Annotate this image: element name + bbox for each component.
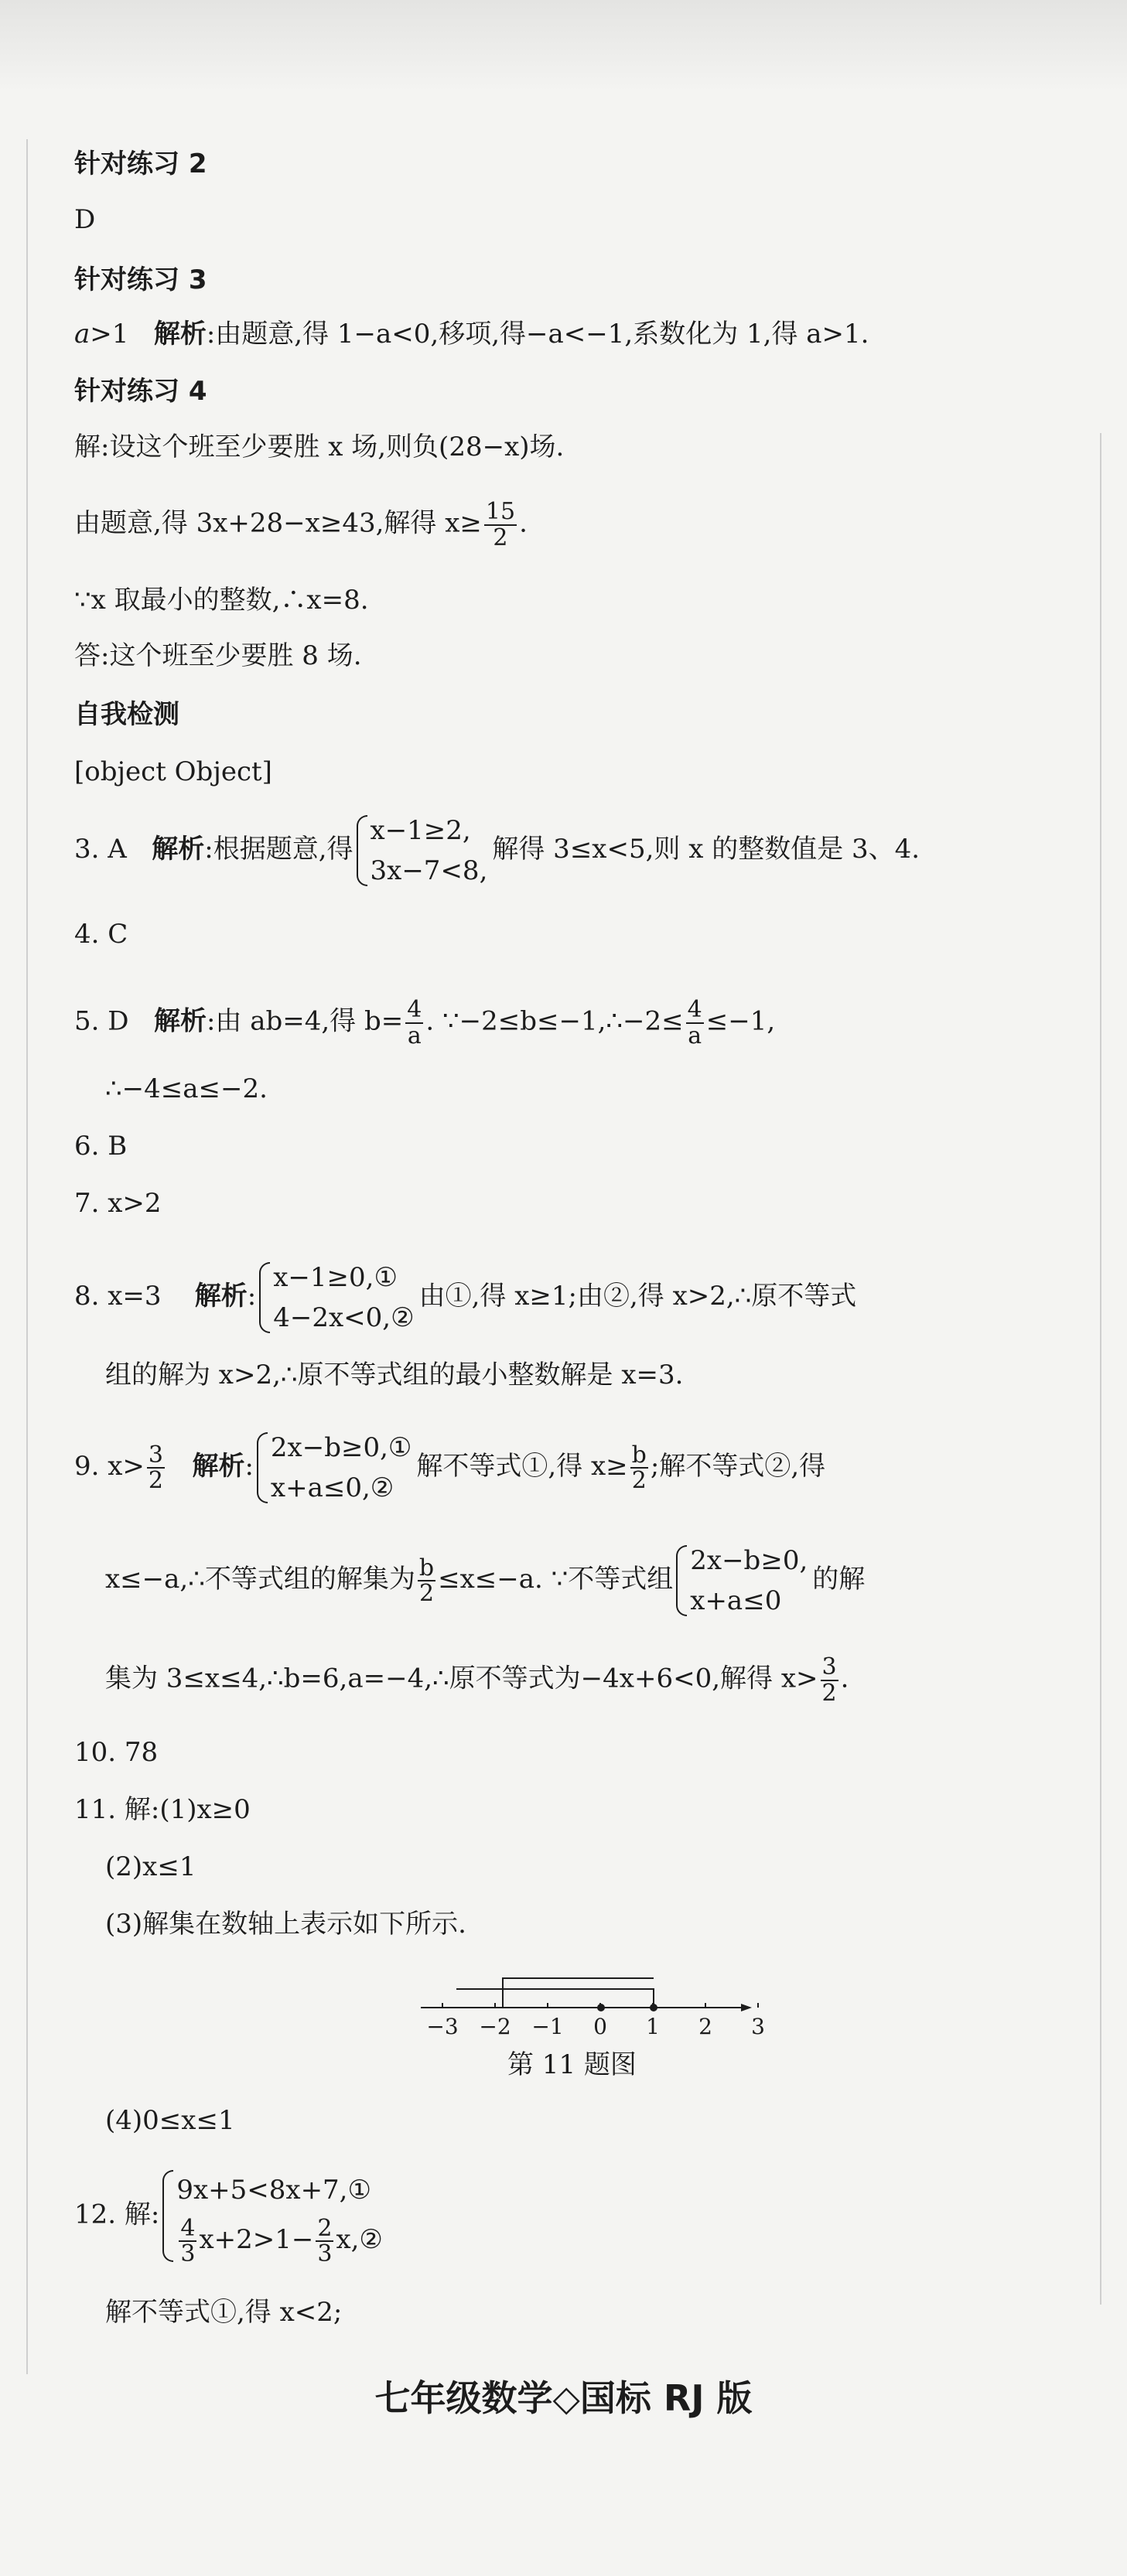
- q8-system: [256, 1257, 414, 1338]
- fraction-denominator: a: [407, 1022, 422, 1049]
- practice2-answer: D: [74, 204, 96, 235]
- fraction-numerator: 3: [821, 1653, 837, 1680]
- fraction-numerator: 4: [180, 2214, 196, 2242]
- q8-system-line1: x−1≥0,①: [273, 1262, 398, 1293]
- q6-answer: 6. B: [74, 1131, 128, 1162]
- number-line-tick-label: 1: [646, 2014, 660, 2039]
- q8-system-line2: 4−2x<0,②: [273, 1302, 415, 1333]
- fraction: [686, 998, 704, 1048]
- practice4-title: 针对练习 4: [74, 376, 207, 407]
- q1-2-answers: [object Object]: [74, 756, 272, 787]
- q9-head: 9. x>: [74, 1451, 145, 1482]
- q3-head: 3. A: [74, 834, 127, 865]
- practice4-line1: 解:设这个班至少要胜 x 场,则负(28−x)场.: [74, 432, 565, 462]
- fraction: [147, 1443, 165, 1493]
- q5-line2: ∴−4≤a≤−2.: [105, 1073, 268, 1104]
- fraction: [405, 998, 423, 1048]
- solution-bracket-left: [503, 1978, 654, 2008]
- q9-line3-end: .: [840, 1663, 849, 1694]
- q9-line2-system: [673, 1540, 808, 1621]
- q11-line1: 11. 解:(1)x≥0: [74, 1794, 251, 1825]
- q9-post-a: 解不等式①,得 x≥: [416, 1451, 628, 1482]
- number-line-figure: [418, 1970, 765, 2040]
- practice3-var: a: [74, 319, 91, 350]
- fraction: [179, 2216, 196, 2267]
- q5-text-c: ≤−1,: [705, 1005, 776, 1037]
- q9-label: 解析: [192, 1451, 245, 1482]
- fraction-denominator: a: [688, 1022, 702, 1049]
- q12-head: 12. 解:: [74, 2199, 160, 2230]
- q9-line2-system-line2: x+a≤0: [690, 1585, 782, 1616]
- q9-post-b: ;解不等式②,得: [650, 1451, 826, 1482]
- number-line-svg: [418, 1970, 765, 2040]
- practice4-line3: ∵x 取最小的整数,∴x=8.: [74, 585, 369, 616]
- q9-system-line2: x+a≤0,②: [270, 1472, 394, 1503]
- fraction: [630, 1443, 648, 1493]
- fraction: [316, 2216, 333, 2267]
- number-line-tick-label: 0: [593, 2014, 607, 2039]
- practice4-line2-text: 由题意,得 3x+28−x≥43,解得 x≥: [74, 507, 482, 539]
- page-footer: 七年级数学◇国标 RJ 版: [374, 2377, 753, 2419]
- q8-line2: 组的解为 x>2,∴原不等式组的最小整数解是 x=3.: [105, 1360, 684, 1390]
- number-line-ticks: [426, 2003, 765, 2039]
- q12-system-line2-a: x+2>1−: [199, 2224, 314, 2255]
- q12-line2: 解不等式①,得 x<2;: [105, 2297, 343, 2328]
- fraction-denominator: 3: [180, 2240, 196, 2267]
- fraction-denominator: 2: [631, 1467, 647, 1494]
- number-line-tick-label: 2: [698, 2014, 712, 2039]
- q12-system-line2-b: x,②: [336, 2224, 383, 2255]
- practice3-body: :由题意,得 1−a<0,移项,得−a<−1,系数化为 1,得 a>1.: [206, 319, 869, 350]
- number-line-arrow-icon: [741, 2004, 752, 2011]
- q3-pre: :根据题意,得: [204, 834, 353, 865]
- practice3-answer: [74, 317, 869, 351]
- q3-system-line1: x−1≥2,: [370, 815, 471, 846]
- number-line-tick-label: −1: [531, 2014, 564, 2039]
- number-line-caption: 第 11 题图: [507, 2049, 637, 2080]
- q3-system: [353, 810, 488, 891]
- q12-answer: [74, 2165, 388, 2267]
- q5-answer: [74, 998, 775, 1048]
- fraction-numerator: 15: [485, 498, 516, 525]
- q3-post: 解得 3≤x<5,则 x 的整数值是 3、4.: [492, 834, 920, 865]
- fraction-numerator: 4: [407, 996, 422, 1023]
- fraction-denominator: 2: [148, 1467, 164, 1494]
- q8-answer: 8. x=3 解析: x−1≥0,① 4−2x<0,② 由①,得 x≥1;由②,得 x>2,∴原不等式: [74, 1257, 856, 1338]
- solid-point-one: [650, 2004, 657, 2011]
- q5-text-a: :由 ab=4,得 b=: [206, 1005, 404, 1037]
- q9-line3: [105, 1655, 849, 1705]
- q9-line2-b: ≤x≤−a. ∵不等式组: [438, 1564, 674, 1595]
- fraction-denominator: 2: [821, 1679, 837, 1707]
- q7-answer: 7. x>2: [74, 1188, 162, 1219]
- q8-post: 由①,得 x≥1;由②,得 x>2,∴原不等式: [418, 1281, 857, 1312]
- fraction-denominator: 2: [418, 1580, 435, 1607]
- number-line-tick-label: −3: [426, 2014, 459, 2039]
- fraction: [418, 1556, 435, 1606]
- q11-line3: (3)解集在数轴上表示如下所示.: [105, 1909, 466, 1940]
- q9-line2-a: x≤−a,∴不等式组的解集为: [105, 1564, 415, 1595]
- fraction: [821, 1655, 838, 1705]
- q3-label: 解析: [152, 834, 205, 865]
- q5-label: 解析: [153, 1005, 207, 1037]
- fraction-denominator: 3: [317, 2240, 333, 2267]
- q9-line3-text: 集为 3≤x≤4,∴b=6,a=−4,∴原不等式为−4x+6<0,解得 x>: [105, 1663, 818, 1694]
- solid-point-zero: [597, 2004, 605, 2011]
- number-line-tick-label: 3: [751, 2014, 765, 2039]
- practice4-line2: [74, 500, 528, 550]
- q11-line2: (2)x≤1: [105, 1851, 196, 1882]
- q8-label: 解析: [194, 1281, 248, 1312]
- fraction-numerator: 3: [148, 1441, 164, 1469]
- practice3-title: 针对练习 3: [74, 264, 207, 295]
- practice3-ineq: >1: [90, 319, 129, 350]
- q3-answer: [74, 810, 920, 891]
- practice4-line4: 答:这个班至少要胜 8 场.: [74, 640, 362, 671]
- q10-answer: 10. 78: [74, 1737, 159, 1768]
- q4-answer: 4. C: [74, 919, 128, 950]
- q9-answer: 9. x> $\frac{3}{2}$ 解析: 2x−b≥0,① x+a≤0,② 解不等式①,得 x≥ $\frac{b}{2}$ ;解不等式②,得: [74, 1428, 825, 1508]
- fraction-numerator: b: [418, 1554, 435, 1581]
- right-margin-line: [1100, 433, 1101, 2305]
- solution-bracket-right: [456, 1989, 654, 2008]
- practice2-title: 针对练习 2: [74, 148, 207, 179]
- q9-system: [254, 1428, 412, 1508]
- fraction-numerator: 4: [687, 996, 702, 1023]
- q5-text-b: . ∵−2≤b≤−1,∴−2≤: [425, 1005, 684, 1037]
- q8-head: 8. x=3: [74, 1281, 162, 1312]
- practice3-label: 解析: [153, 319, 207, 350]
- number-line-tick-label: −2: [479, 2014, 511, 2039]
- practice4-line2-end: .: [519, 507, 528, 539]
- self-check-title: 自我检测: [74, 699, 179, 730]
- fraction-numerator: b: [631, 1441, 647, 1469]
- q12-system-line2: [176, 2215, 383, 2267]
- left-margin-line: [26, 139, 28, 2374]
- q11-line4: (4)0≤x≤1: [105, 2105, 235, 2136]
- fraction: [484, 500, 517, 550]
- q12-system: [159, 2165, 383, 2267]
- q9-line2-system-line1: 2x−b≥0,: [690, 1545, 808, 1576]
- q9-line2-c: 的解: [812, 1564, 866, 1595]
- fraction-numerator: 2: [317, 2214, 333, 2242]
- q12-system-line1: 9x+5<8x+7,①: [176, 2175, 371, 2206]
- q3-system-line2: 3x−7<8,: [370, 855, 488, 886]
- fraction-denominator: 2: [493, 524, 508, 551]
- q9-system-line1: 2x−b≥0,①: [270, 1432, 412, 1463]
- q5-head: 5. D: [74, 1005, 129, 1037]
- q9-line2: [105, 1540, 865, 1621]
- page-top-shading: [0, 0, 1127, 93]
